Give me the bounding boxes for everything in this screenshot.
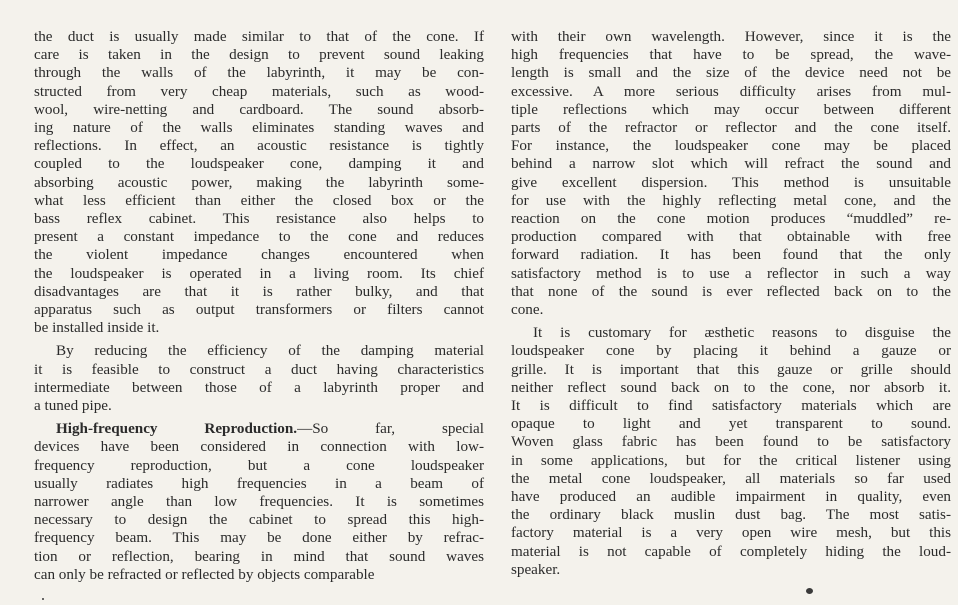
text-line: opaque to light and yet transparent to sound.: [511, 415, 951, 433]
heading-run-on-text: —So far, special: [297, 420, 484, 438]
text-line: necessary to design the cabinet to spread this high-: [34, 511, 484, 529]
text-line: frequency beam. This may be done either by refrac-: [34, 529, 484, 547]
text-line: devices have been considered in connection with low-: [34, 438, 484, 456]
print-speck: [42, 598, 44, 600]
text-line: wool, wire-netting and cardboard. The sound absorb-: [34, 100, 484, 118]
text-line: it is feasible to construct a duct having characteristics: [34, 360, 484, 378]
text-line: what less efficient than either the closed box or the: [34, 191, 484, 209]
paragraph-labyrinth-materials: [34, 28, 484, 337]
text-line: high frequencies that have to be spread, the wave-: [511, 46, 951, 64]
paragraph-gauze-grille: [511, 324, 951, 579]
text-line: a tuned pipe.: [34, 397, 112, 415]
text-line: Woven glass fabric has been found to be satisfactory: [511, 433, 951, 451]
text-line: [34, 420, 484, 438]
text-line: present a constant impedance to the cone and reduces: [34, 228, 484, 246]
text-line: with their own wavelength. However, since it is the: [511, 28, 951, 45]
text-line: through the walls of the labyrinth, it may be con-: [34, 64, 484, 82]
text-line: forward radiation. It has been found that the only: [511, 246, 951, 264]
text-line: tiple reflections which may occur between different: [511, 100, 951, 118]
text-line: loudspeaker cone by placing it behind a gauze or: [511, 342, 951, 360]
text-line: coupled to the loudspeaker cone, damping it and: [34, 155, 484, 173]
text-line: the ordinary black muslin dust bag. The most satis-: [511, 506, 951, 524]
text-line: parts of the refractor or reflector and the cone itself.: [511, 119, 951, 137]
text-line: the violent impedance changes encountered when: [34, 246, 484, 264]
text-line: For instance, the loudspeaker cone may be placed: [511, 137, 951, 155]
text-line: length is small and the size of the device need not be: [511, 64, 951, 82]
print-speck: [806, 588, 813, 594]
text-line: neither reflect sound back on to the cone, nor absorb it.: [511, 378, 951, 396]
text-line: ing nature of the walls eliminates standing waves and: [34, 119, 484, 137]
paragraph-high-frequency-reproduction: [34, 420, 484, 584]
text-line: for use with the highly reflecting metal cone, and the: [511, 191, 951, 209]
text-line: usually radiates high frequencies in a beam of: [34, 474, 484, 492]
text-line: the duct is usually made similar to that of the cone. If: [34, 28, 484, 45]
text-line: material is not capable of completely hiding the loud-: [511, 542, 951, 560]
text-line: be installed inside it.: [34, 319, 160, 337]
text-line: can only be refracted or reflected by objects comparable: [34, 565, 375, 583]
text-line: the loudspeaker is operated in a living room. Its chief: [34, 264, 484, 282]
text-line: It is difficult to find satisfactory materials which are: [511, 397, 951, 415]
text-line: reaction on the cone motion produces “muddled” re-: [511, 210, 951, 228]
text-line: excessive. A more serious difficulty arises from mul-: [511, 82, 951, 100]
text-line: apparatus such as output transformers or filters cannot: [34, 301, 484, 319]
text-line: speaker.: [511, 560, 561, 578]
text-line: disadvantages are that it is rather bulky, and that: [34, 282, 484, 300]
text-line: in some applications, but for the critical listener using: [511, 451, 951, 469]
text-line: factory material is a very open wire mesh, but this: [511, 524, 951, 542]
text-line: By reducing the efficiency of the damping material: [56, 342, 484, 360]
text-line: satisfactory method is to use a reflector in such a way: [511, 264, 951, 282]
text-line: care is taken in the design to prevent sound leaking: [34, 46, 484, 64]
left-text-column: [34, 28, 484, 584]
section-heading: High-frequency Reproduction.: [56, 420, 298, 438]
text-line: tion or reflection, bearing in mind that sound waves: [34, 547, 484, 565]
text-line: give excellent dispersion. This method is unsuitable: [511, 173, 951, 191]
paragraph-damping-efficiency: [34, 342, 484, 415]
text-line: narrower angle than low frequencies. It is sometimes: [34, 493, 484, 511]
text-line: structed from very cheap materials, such as wood-: [34, 82, 484, 100]
text-line: intermediate between those of a labyrinth proper and: [34, 378, 484, 396]
text-line: It is customary for æsthetic reasons to disguise the: [533, 324, 951, 342]
paragraph-multiple-reflections: [511, 28, 951, 319]
text-line: reflections. In effect, an acoustic resistance is tightly: [34, 137, 484, 155]
text-line: bass reflex cabinet. This resistance also helps to: [34, 210, 484, 228]
text-line: the metal cone loudspeaker, all materials so far used: [511, 469, 951, 487]
right-text-column: [511, 28, 951, 579]
text-line: grille. It is important that this gauze or grille should: [511, 360, 951, 378]
text-line: behind a narrow slot which will refract the sound and: [511, 155, 951, 173]
text-line: cone.: [511, 301, 544, 319]
text-line: have produced an audible impairment in quality, even: [511, 488, 951, 506]
text-line: production compared with that obtainable with free: [511, 228, 951, 246]
text-line: absorbing acoustic power, making the labyrinth some-: [34, 173, 484, 191]
text-line: frequency reproduction, but a cone loudspeaker: [34, 456, 484, 474]
text-line: that none of the sound is ever reflected back on to the: [511, 282, 951, 300]
